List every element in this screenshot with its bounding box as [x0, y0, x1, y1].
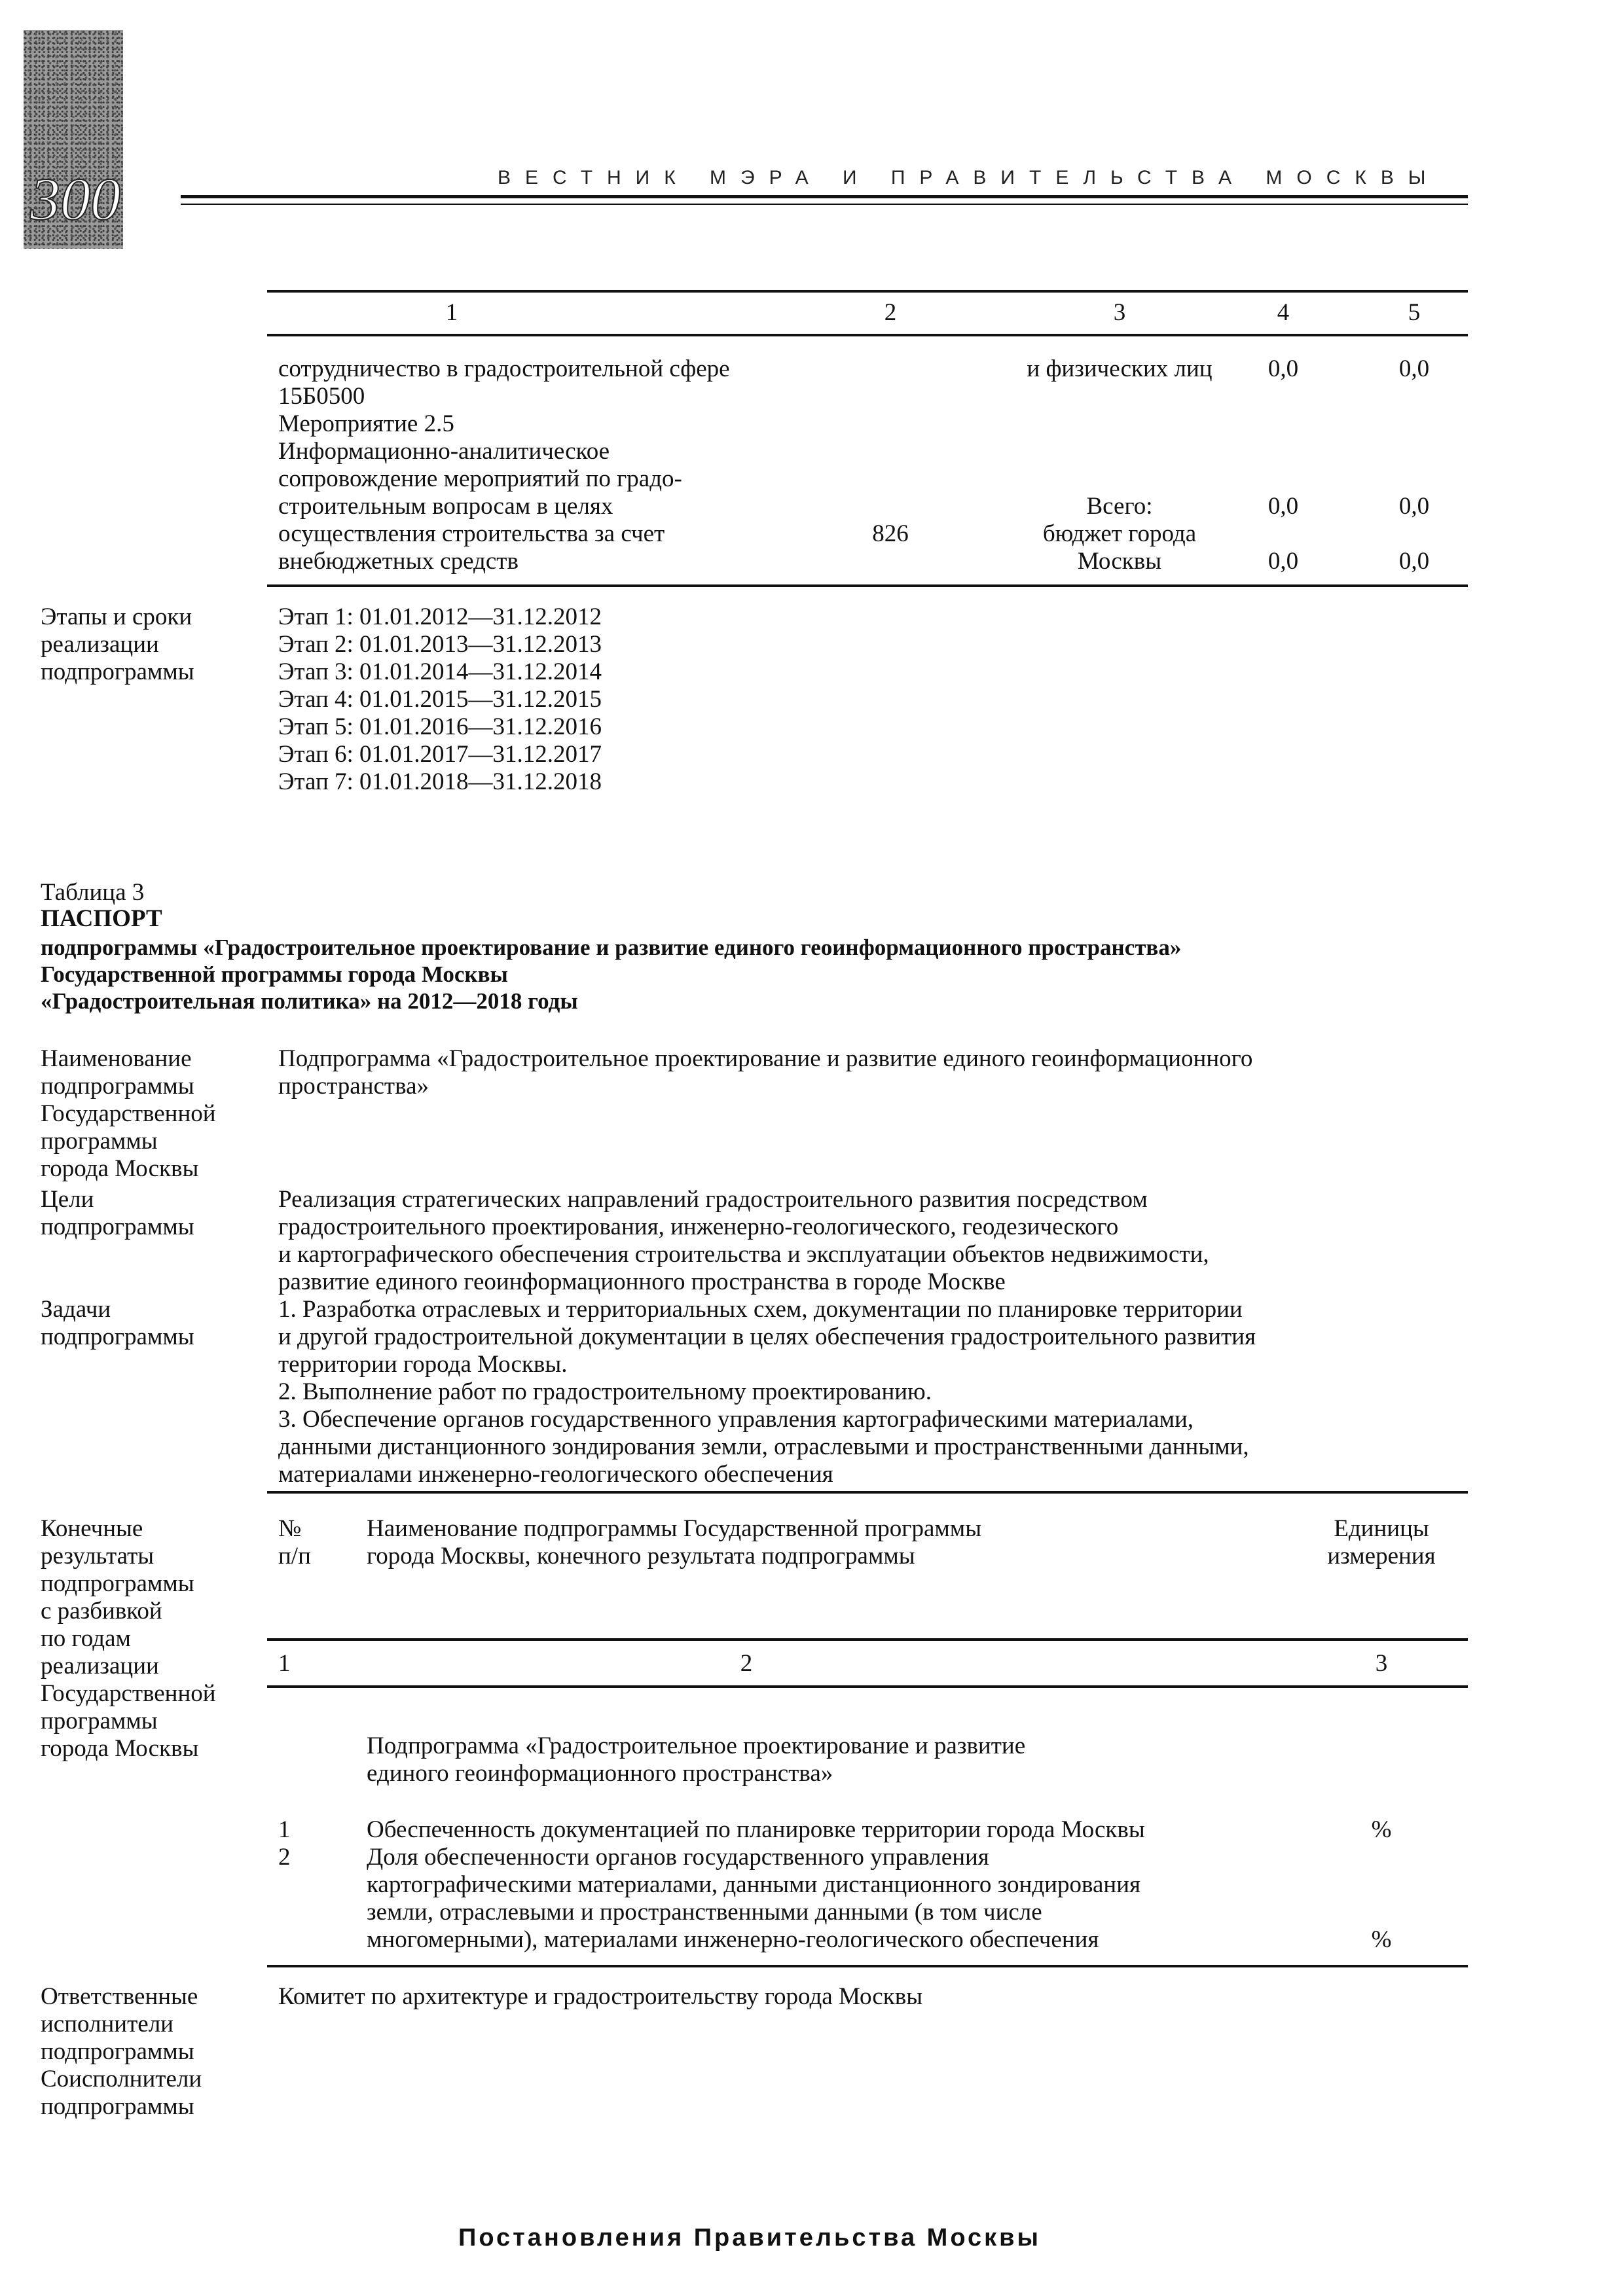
tasks-label: Задачи подпрограммы	[41, 1296, 194, 1350]
responsible-label: Ответственные исполнители подпрограммы Соисполнители подпрограммы	[41, 1983, 202, 2120]
goals-value: Реализация стратегических направлений градостроительного развития посредством градостроительного проектирования, инженерно-геологического, геодезического и картографического обеспечения строительства и эксплуатации объектов недвижимости, развитие единого геоинформационного пространства в городе Москве	[278, 1186, 1209, 1295]
result-item-text: Обеспеченность документацией по планировке территории города Москвы	[367, 1816, 1145, 1843]
tasks-value: 1. Разработка отраслевых и территориальных схем, документации по планировке территории и другой градостроительной документации в целях обеспечения градостроительного развития территории города Москвы. 2. Выполнение работ по градостроительному проектированию. 3. Обеспечение органов государственного управления картографическими материалами, данными дистанционного зондирования земли, отраслевыми и пространственными данными, материалами инженерно-геологического обеспечения	[278, 1296, 1256, 1488]
value: 0,0	[1398, 548, 1430, 575]
passport-title: ПАСПОРТ	[41, 905, 162, 932]
passport-subtitle: подпрограммы «Градостроительное проектирование и развитие единого геоинформационного пространства» Государственной программы города Москвы «Градостроительная политика» на 2012—2018 годы	[41, 935, 1182, 1014]
result-item-unit: %	[1371, 1816, 1392, 1843]
stage-item: Этап 4: 01.01.2015—31.12.2015	[278, 686, 602, 713]
top-table-rule	[267, 584, 1468, 587]
source-total: Всего:	[1086, 493, 1153, 520]
col-num-3: 3	[1113, 299, 1126, 326]
results-head-num: № п/п	[278, 1515, 311, 1570]
stage-item: Этап 1: 01.01.2012—31.12.2012	[278, 603, 602, 630]
results-table-rule	[267, 1965, 1468, 1967]
result-item-num: 1	[278, 1816, 291, 1843]
name-value: Подпрограмма «Градостроительное проектирование и развитие единого геоинформационного пространства»	[278, 1045, 1253, 1100]
stages-list	[278, 603, 602, 796]
value: 0,0	[1267, 355, 1299, 382]
result-item-unit: %	[1371, 1926, 1392, 1953]
col-num-5: 5	[1408, 299, 1421, 326]
result-item-text: Доля обеспеченности органов государственного управления картографическими материалами, данными дистанционного зондирования земли, отраслевыми и пространственными данными (в том числе многомерными), материалами инженерно-геологического обеспечения	[367, 1844, 1141, 1953]
source-city-budget: бюджет города Москвы	[1042, 520, 1197, 575]
stage-item: Этап 6: 01.01.2017—31.12.2017	[278, 741, 602, 768]
col-num-2: 2	[884, 299, 897, 326]
top-table-rule	[267, 334, 1468, 336]
value: 0,0	[1398, 493, 1430, 520]
results-table-rule	[267, 1685, 1468, 1688]
header-rule-bottom	[181, 204, 1468, 205]
journal-title: ВЕСТНИК МЭРА И ПРАВИТЕЛЬСТВА МОСКВЫ	[498, 167, 1440, 188]
results-head-units: Единицы измерения	[1327, 1515, 1436, 1570]
results-col-num-1: 1	[278, 1650, 291, 1677]
top-table-rule	[267, 290, 1468, 293]
stages-label: Этапы и сроки реализации подпрограммы	[41, 603, 194, 685]
budget-code: 826	[872, 520, 909, 547]
result-item-num: 2	[278, 1844, 291, 1871]
stage-item: Этап 7: 01.01.2018—31.12.2018	[278, 768, 602, 795]
results-table-rule	[267, 1638, 1468, 1641]
results-col-num-3: 3	[1375, 1650, 1388, 1677]
stage-item: Этап 5: 01.01.2016—31.12.2016	[278, 713, 602, 740]
value: 0,0	[1267, 493, 1299, 520]
source-individuals: и физических лиц	[1027, 355, 1213, 382]
goals-label: Цели подпрограммы	[41, 1186, 194, 1240]
stage-item: Этап 2: 01.01.2013—31.12.2013	[278, 631, 602, 658]
results-label: Конечные результаты подпрограммы с разбивкой по годам реализации Государственной программы города Москвы	[41, 1515, 216, 1762]
value: 0,0	[1267, 548, 1299, 575]
results-col-num-2: 2	[740, 1650, 753, 1677]
footer-title: Постановления Правительства Москвы	[458, 2224, 1041, 2251]
journal-logo	[24, 30, 123, 249]
table-caption: Таблица 3	[41, 879, 145, 906]
header-rule-top	[181, 195, 1468, 198]
subprogram-name: Подпрограмма «Градостроительное проектирование и развитие единого геоинформационного пространства»	[367, 1732, 1026, 1787]
results-table-rule	[267, 1491, 1468, 1494]
responsible-value: Комитет по архитектуре и градостроительству города Москвы	[278, 1983, 923, 2010]
results-head-name: Наименование подпрограммы Государственной программы города Москвы, конечного результата подпрограммы	[367, 1515, 982, 1570]
stage-item: Этап 3: 01.01.2014—31.12.2014	[278, 658, 602, 685]
logo-number: 300	[30, 166, 120, 232]
name-label: Наименование подпрограммы Государственной программы города Москвы	[41, 1045, 216, 1182]
col-num-4: 4	[1277, 299, 1290, 326]
value: 0,0	[1398, 355, 1430, 382]
col-num-1: 1	[445, 299, 458, 326]
activity-description: сотрудничество в градостроительной сфере 15Б0500 Мероприятие 2.5 Информационно-аналитическое сопровождение мероприятий по градо- строительным вопросам в целях осуществления строительства за счет внебюджетных средств	[278, 355, 730, 575]
